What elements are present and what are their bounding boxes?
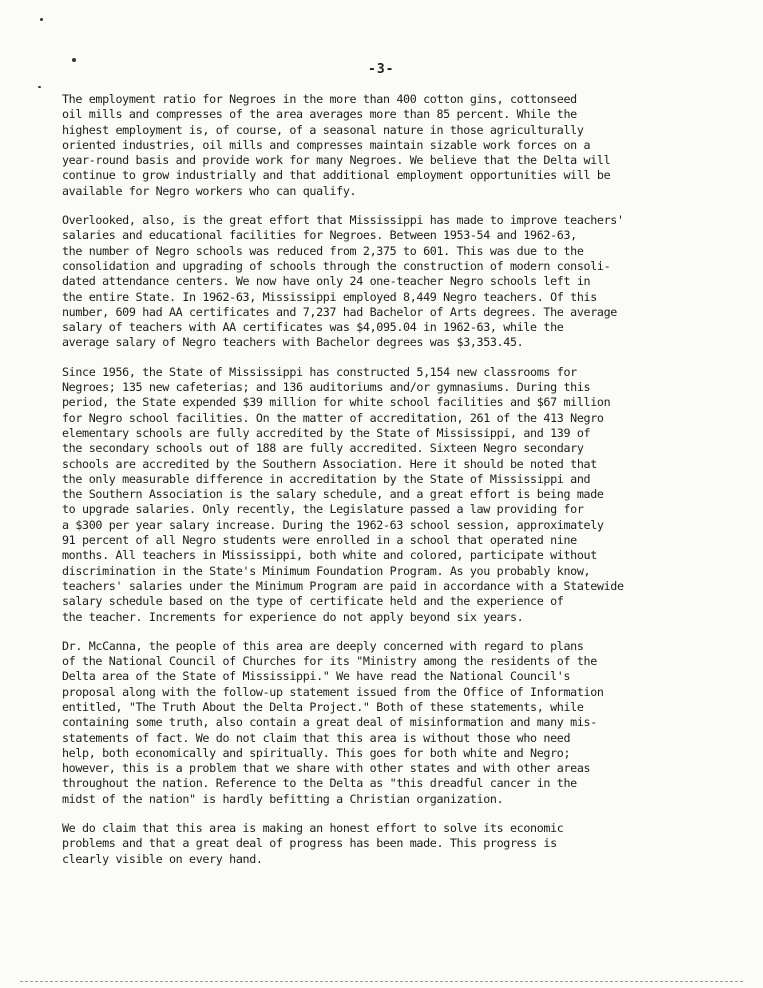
- text-line: Overlooked, also, is the great effort that Mississippi has made to improve teachers': [62, 213, 624, 228]
- text-line: The employment ratio for Negroes in the more than 400 cotton gins, cottonseed: [62, 92, 577, 106]
- text-line: Since 1956, the State of Mississippi has constructed 5,154 new classrooms for: [62, 364, 577, 379]
- paragraph: [62, 213, 702, 351]
- text-line: period, the State expended $39 million for white school facilities and $67 million: [62, 395, 611, 410]
- ink-speck: [38, 86, 41, 88]
- text-line: consolidation and upgrading of schools through the construction of modern consoli-: [62, 258, 611, 273]
- text-line: midst of the nation" is hardly befitting a Christian organization.: [62, 791, 504, 806]
- text-line: throughout the nation. Reference to the Delta as "this dreadful cancer in the: [62, 776, 577, 791]
- text-line: the entire State. In 1962-63, Mississippi employed 8,449 Negro teachers. Of this: [62, 289, 597, 304]
- text-line: highest employment is, of course, of a seasonal nature in those agriculturally: [62, 122, 584, 137]
- text-line: the teacher. Increments for experience do not apply beyond six years.: [62, 609, 524, 624]
- text-line: Negroes; 135 new cafeterias; and 136 auditoriums and/or gymnasiums. During this: [62, 380, 591, 395]
- text-line: entitled, "The Truth About the Delta Project." Both of these statements, while: [62, 699, 584, 714]
- text-line: months. All teachers in Mississippi, both white and colored, participate without: [62, 548, 597, 563]
- paragraph: [62, 821, 702, 867]
- footer-rule: [20, 981, 743, 982]
- text-line: salary of teachers with AA certificates was $4,095.04 in 1962-63, while the: [62, 320, 564, 335]
- text-line: proposal along with the follow-up statement issued from the Office of Information: [62, 684, 604, 699]
- text-line: available for Negro workers who can qualify.: [62, 183, 357, 198]
- text-line: Delta area of the State of Mississippi." We have read the National Council's: [62, 669, 571, 684]
- ink-speck: [72, 58, 76, 62]
- text-line: salaries and educational facilities for Negroes. Between 1953-54 and 1962-63,: [62, 228, 577, 243]
- text-line: oil mills and compresses of the area averages more than 85 percent. While the: [62, 107, 577, 122]
- text-line: however, this is a problem that we share with other states and with other areas: [62, 761, 591, 776]
- text-line: containing some truth, also contain a great deal of misinformation and many mis-: [62, 715, 597, 730]
- text-line: dated attendance centers. We now have only 24 one-teacher Negro schools left in: [62, 274, 591, 289]
- text-line: schools are accredited by the Southern Association. Here it should be noted that: [62, 456, 597, 471]
- text-line: oriented industries, oil mills and compresses maintain sizable work forces on a: [62, 137, 591, 152]
- text-line: average salary of Negro teachers with Bachelor degrees was $3,353.45.: [62, 335, 524, 350]
- text-line: the Southern Association is the salary schedule, and a great effort is being made: [62, 487, 604, 502]
- text-line: 91 percent of all Negro students were enrolled in a school that operated nine: [62, 533, 577, 548]
- text-line: problems and that a great deal of progress has been made. This progress is: [62, 836, 557, 851]
- text-line: number, 609 had AA certificates and 7,237 had Bachelor of Arts degrees. The average: [62, 304, 617, 319]
- text-line: to upgrade salaries. Only recently, the Legislature passed a law providing for: [62, 502, 584, 517]
- text-line: elementary schools are fully accredited by the State of Mississippi, and 139 of: [62, 425, 591, 440]
- text-line: a $300 per year salary increase. During the 1962-63 school session, approximately: [62, 517, 604, 532]
- paragraph: [62, 639, 702, 807]
- text-line: year-round basis and provide work for many Negroes. We believe that the Delta will: [62, 153, 611, 168]
- text-line: for Negro school facilities. On the matter of accreditation, 261 of the 413 Negro: [62, 410, 604, 425]
- text-line: the number of Negro schools was reduced from 2,375 to 601. This was due to the: [62, 243, 584, 258]
- text-line: the only measurable difference in accreditation by the State of Mississippi and: [62, 471, 591, 486]
- text-line: We do claim that this area is making an honest effort to solve its economic: [62, 821, 564, 836]
- text-line: of the National Council of Churches for its "Ministry among the residents of the: [62, 654, 597, 669]
- paragraph: [62, 92, 702, 199]
- text-line: the secondary schools out of 188 are fully accredited. Sixteen Negro secondary: [62, 441, 584, 456]
- text-line: teachers' salaries under the Minimum Program are paid in accordance with a Statewide: [62, 578, 624, 593]
- paragraph: [62, 365, 702, 625]
- page-number: -3-: [368, 62, 395, 77]
- text-line: clearly visible on every hand.: [62, 851, 263, 866]
- text-line: discrimination in the State's Minimum Foundation Program. As you probably know,: [62, 563, 591, 578]
- ink-speck: [40, 18, 43, 21]
- text-line: salary schedule based on the type of certificate held and the experience of: [62, 594, 564, 609]
- text-line: help, both economically and spiritually. This goes for both white and Negro;: [62, 745, 571, 760]
- text-line: continue to grow industrially and that additional employment opportunities will be: [62, 168, 611, 183]
- text-line: statements of fact. We do not claim that this area is without those who need: [62, 730, 571, 745]
- text-line: Dr. McCanna, the people of this area are deeply concerned with regard to plans: [62, 638, 584, 653]
- letter-body: [62, 92, 702, 881]
